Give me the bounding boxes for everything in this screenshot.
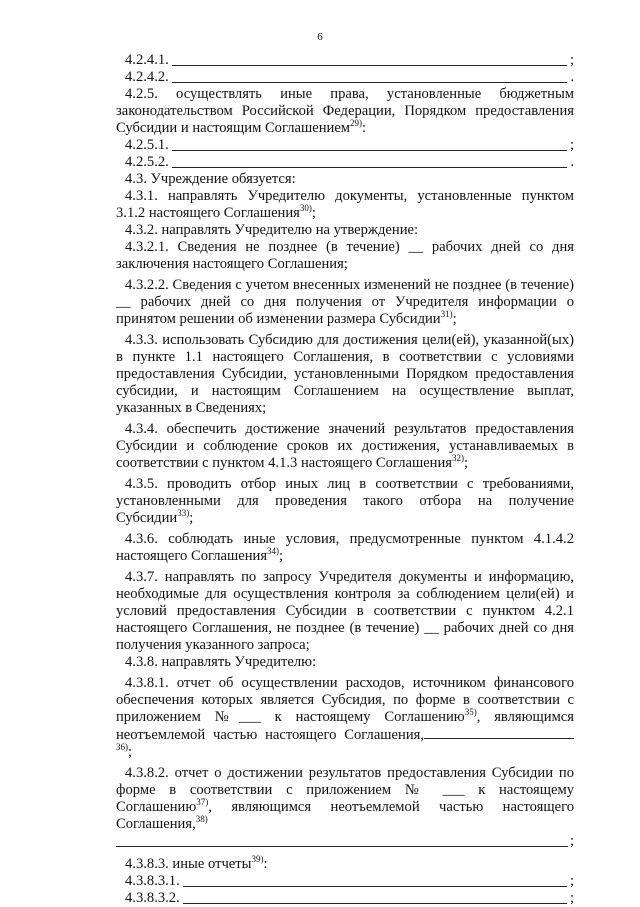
footnote-ref: 30) xyxy=(299,203,312,213)
field-label: 4.3.8.3.2. xyxy=(125,890,180,906)
page-number: 6 xyxy=(317,31,323,43)
paragraph-4-3-4: 4.3.4. обеспечить достижение значений результатов предоставления Субсидии и соблюдение сроков их достижения, устанавливаемых в соответствии с пунктом 4.1.3 настоящего Соглашения$^{32)}$; xyxy=(116,421,574,471)
paragraph-4-3-8-1: 4.3.8.1. отчет об осуществлении расходов, источником финансового обеспечения которых является Субсидия, по форме в соответствии с приложением №___ к настоящему Соглашению$^{35)}$, являющимся неотъемлемой частью настоящего Соглашения,$^{36)}$; xyxy=(116,675,574,760)
paragraph-4-3-5: 4.3.5. проводить отбор иных лиц в соответствии с требованиями, установленными для проведения такого отбора на получение Субсидии$^{33)}$; xyxy=(116,476,574,526)
blank-line xyxy=(172,138,567,151)
footnote-ref: 36) xyxy=(116,742,128,752)
blank-line xyxy=(172,155,568,168)
field-label: 4.3.8.3.1. xyxy=(125,873,180,889)
document-body xyxy=(116,52,574,907)
paragraph-4-3-6: 4.3.6. соблюдать иные условия, предусмотренные пунктом 4.1.4.2 настоящего Соглашения$^{34)}$; xyxy=(116,531,574,564)
blank-line xyxy=(183,891,567,904)
footnote-ref: 37) xyxy=(196,797,209,807)
paragraph-4-3-3: 4.3.3. использовать Субсидию для достижения цели(ей), указанной(ых) в пункте 1.1 настоящего Соглашения, в соответствии с условиями предоставления Субсидии, установленными Порядком предоставления субсидии, и настоящим Соглашением на осуществление выплат, указанных в Сведениях; xyxy=(116,332,574,416)
blank-line xyxy=(172,70,568,83)
paragraph-4-3-8-3: 4.3.8.3. иные отчеты$^{39)}$: xyxy=(125,854,268,872)
paragraph-4-3: 4.3. Учреждение обязуется: xyxy=(125,171,296,187)
footnote-ref: 31) xyxy=(440,309,453,319)
field-4-2-5-1: 4.2.5.1. ; xyxy=(125,137,574,153)
paragraph-4-3-2-2: 4.3.2.2. Сведения с учетом внесенных изменений не позднее (в течение) __ рабочих дней со дня получения от Учредителя информации о принятом решении об изменении размера Субсидии$^{31)}$; xyxy=(116,277,574,327)
paragraph-4-3-2: 4.3.2. направлять Учредителю на утверждение: xyxy=(125,222,419,238)
paragraph-4-2-5: 4.2.5. осуществлять иные права, установленные бюджетным законодательством Российской Федерации, Порядком предоставления Субсидии и настоящим Соглашением$^{29)}$: xyxy=(116,86,574,136)
field-4-2-4-1: 4.2.4.1. ; xyxy=(125,52,574,68)
footnote-ref: 34) xyxy=(267,546,280,556)
field-4-3-8-3-1: 4.3.8.3.1. ; xyxy=(125,873,574,889)
paragraph-4-3-8-2-blank: ; xyxy=(116,833,574,850)
field-label: 4.2.5.2. xyxy=(125,154,169,170)
paragraph-4-3-2-1: 4.3.2.1. Сведения не позднее (в течение) __ рабочих дней со дня заключения настоящего Соглашения; xyxy=(116,239,574,272)
footnote-ref: 35) xyxy=(464,707,477,717)
field-label: 4.2.4.1. xyxy=(125,52,169,68)
blank-line xyxy=(116,834,568,847)
blank-line xyxy=(424,726,574,739)
paragraph-4-3-8-2: 4.3.8.2. отчет о достижении результатов предоставления Субсидии по форме в соответствии с приложением № ___ к настоящему Соглашению$^{37)}$, являющимся неотъемлемой частью настоящего Соглашения,$^{38)}$ xyxy=(116,765,574,832)
paragraph-4-3-8: 4.3.8. направлять Учредителю: xyxy=(125,654,317,670)
footnote-ref: 38) xyxy=(195,814,208,824)
paragraph-4-3-7: 4.3.7. направлять по запросу Учредителя документы и информацию, необходимые для осуществления контроля за соблюдением цели(ей) и условий предоставления Субсидии в соответствии с пунктом 4.2.1 настоящего Соглашения, не позднее (в течение) __ рабочих дней со дня получения указанного запроса; xyxy=(116,569,574,653)
footnote-ref: 32) xyxy=(452,453,465,463)
field-4-2-4-2: 4.2.4.2. . xyxy=(125,69,574,85)
paragraph-4-3-1: 4.3.1. направлять Учредителю документы, установленные пунктом 3.1.2 настоящего Соглашения$^{30)}$; xyxy=(116,188,574,221)
blank-line xyxy=(183,874,567,887)
blank-line xyxy=(172,53,567,66)
field-label: 4.2.4.2. xyxy=(125,69,169,85)
field-4-2-5-2: 4.2.5.2. . xyxy=(125,154,574,170)
footnote-ref: 33) xyxy=(177,508,190,518)
field-4-3-8-3-2: 4.3.8.3.2. ; xyxy=(125,890,574,906)
field-label: 4.2.5.1. xyxy=(125,137,169,153)
footnote-ref: 39) xyxy=(251,854,264,864)
footnote-ref: 29) xyxy=(350,118,363,128)
